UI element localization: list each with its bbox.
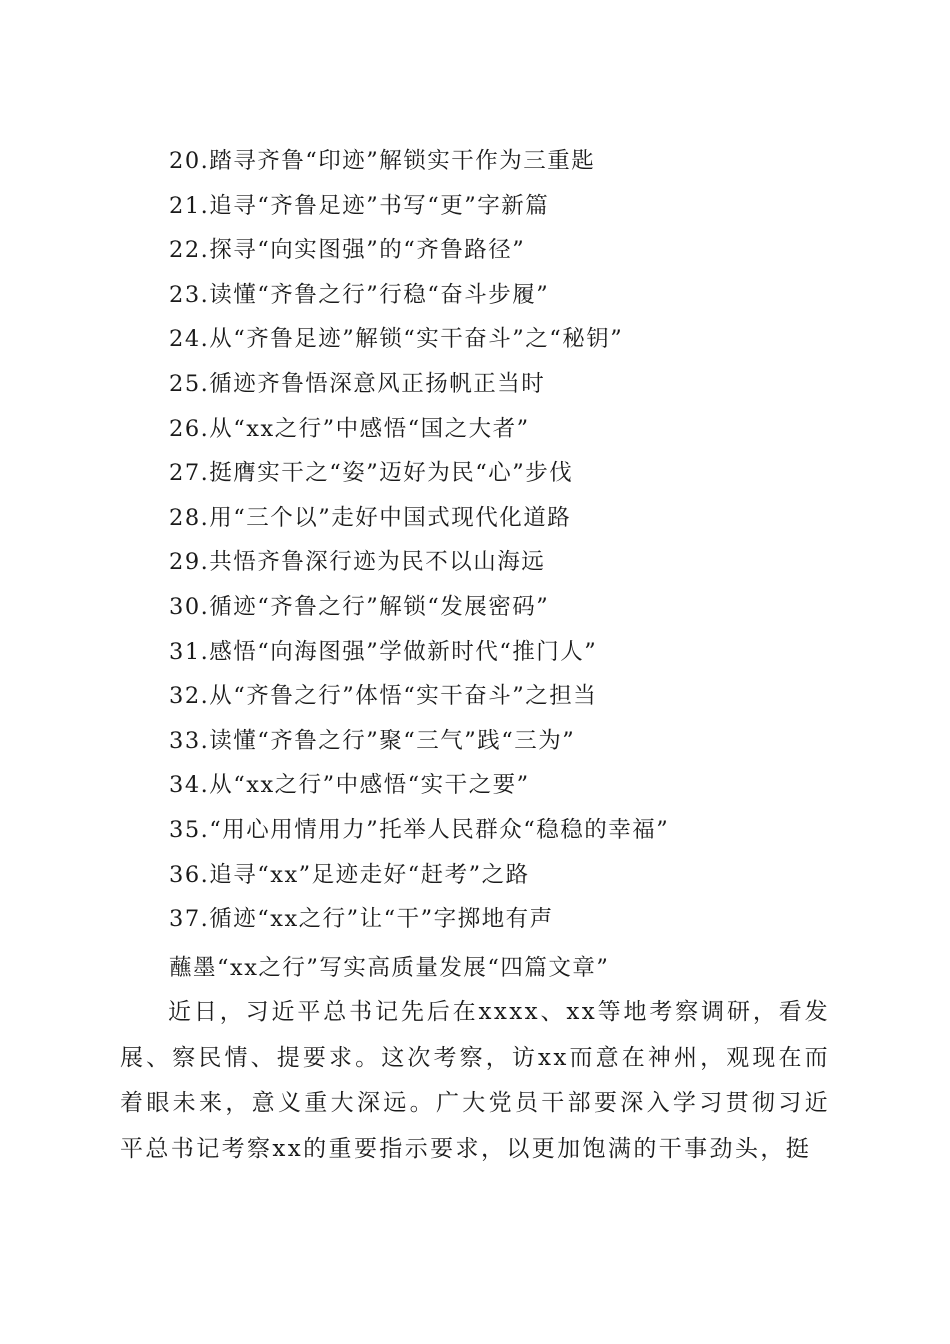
list-item: 37.循迹“xx之行”让“干”字掷地有声 <box>169 906 554 933</box>
list-item: 36.追寻“xx”足迹走好“赶考”之路 <box>169 861 530 888</box>
list-item: 32.从“齐鲁之行”体悟“实干奋斗”之担当 <box>169 683 598 710</box>
list-item: 35.“用心用情用力”托举人民群众“稳稳的幸福” <box>169 816 670 843</box>
article-body: 近日，习近平总书记先后在xxxx、xx等地考察调研，看发展、察民情、提要求。这次考察，访xx而意在神州，观现在而着眼未来，意义重大深远。广大党员干部要深入学习贯彻习近平总书记考察xx的重要指示要求，以更加饱满的干事劲头，挺 <box>120 999 830 1162</box>
list-item: 25.循迹齐鲁悟深意风正扬帆正当时 <box>169 370 546 397</box>
list-item: 31.感悟“向海图强”学做新时代“推门人” <box>169 638 598 665</box>
list-item: 26.从“xx之行”中感悟“国之大者” <box>169 415 530 442</box>
article-heading: 蘸墨“xx之行”写实高质量发展“四篇文章” <box>169 955 610 981</box>
list-item: 20.踏寻齐鲁“印迹”解锁实干作为三重匙 <box>169 148 596 174</box>
list-item: 21.追寻“齐鲁足迹”书写“更”字新篇 <box>169 192 550 219</box>
list-item: 23.读懂“齐鲁之行”行稳“奋斗步履” <box>169 281 550 308</box>
title-list <box>169 139 849 942</box>
list-item: 24.从“齐鲁足迹”解锁“实干奋斗”之“秘钥” <box>169 326 624 353</box>
list-item: 30.循迹“齐鲁之行”解锁“发展密码” <box>169 593 550 620</box>
list-item: 29.共悟齐鲁深行迹为民不以山海远 <box>169 549 546 576</box>
list-item: 33.读懂“齐鲁之行”聚“三气”践“三为” <box>169 727 576 754</box>
list-item: 34.从“xx之行”中感悟“实干之要” <box>169 772 530 799</box>
list-item: 27.挺膺实干之“姿”迈好为民“心”步伐 <box>169 460 574 487</box>
list-item: 28.用“三个以”走好中国式现代化道路 <box>169 504 572 531</box>
list-item: 22.探寻“向实图强”的“齐鲁路径” <box>169 237 526 264</box>
